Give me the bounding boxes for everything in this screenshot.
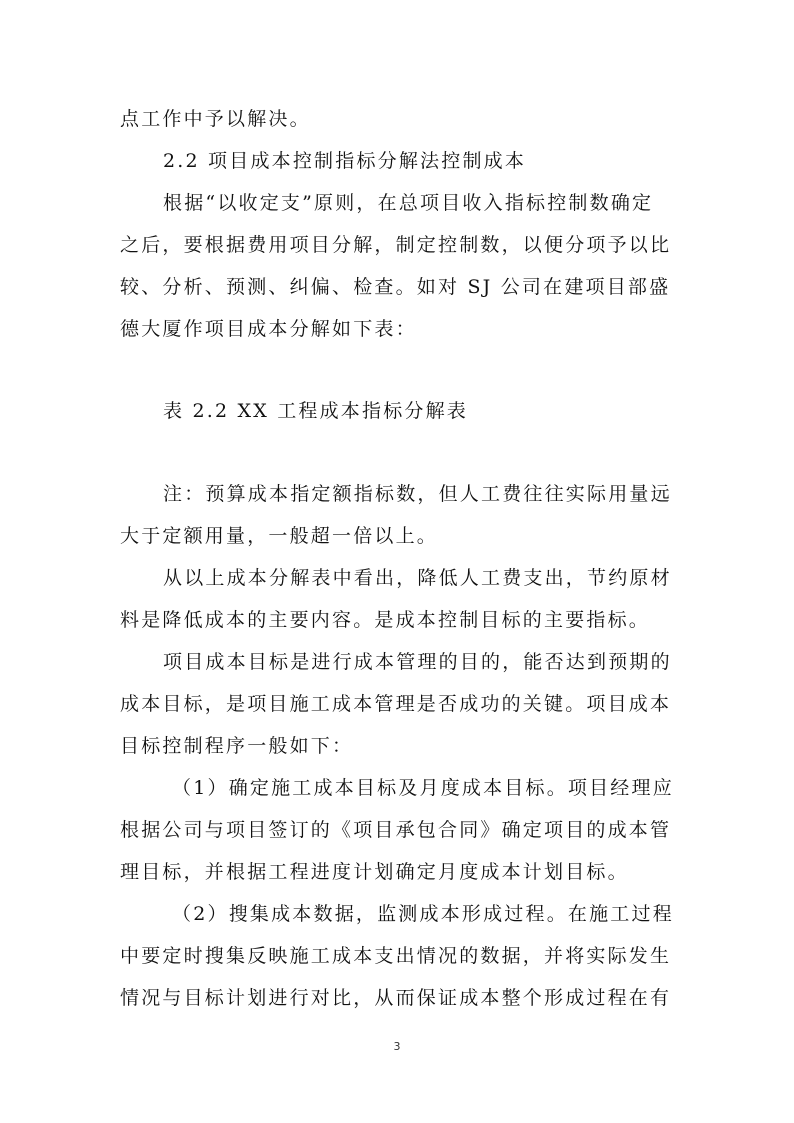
- paragraph-line: 目标控制程序一般如下：: [120, 735, 354, 757]
- paragraph-line: 根据公司与项目签订的《项目承包合同》确定项目的成本管: [120, 819, 672, 841]
- list-item-line: （2）搜集成本数据，监测成本形成过程。在施工过程: [172, 903, 674, 925]
- paragraph-line: 中要定时搜集反映施工成本支出情况的数据，并将实际发生: [120, 945, 672, 967]
- section-heading: 2.2 项目成本控制指标分解法控制成本: [163, 150, 527, 172]
- paragraph-line: 料是降低成本的主要内容。是成本控制目标的主要指标。: [120, 609, 651, 631]
- paragraph-line: 之后，要根据费用项目分解，制定控制数，以便分项予以比: [120, 234, 672, 256]
- paragraph-line: 成本目标，是项目施工成本管理是否成功的关键。项目成本: [120, 693, 672, 715]
- table-caption: 表 2.2 XX 工程成本指标分解表: [163, 400, 468, 422]
- paragraph-line: 从以上成本分解表中看出，降低人工费支出，节约原材: [163, 567, 672, 589]
- paragraph-line: 情况与目标计划进行对比，从而保证成本整个形成过程在有: [120, 987, 672, 1009]
- paragraph-line: 较、分析、预测、纠偏、检查。如对 SJ 公司在建项目部盛: [120, 276, 671, 298]
- page-number: 3: [393, 1040, 401, 1053]
- note-line: 大于定额用量，一般超一倍以上。: [120, 525, 439, 547]
- paragraph-line: 理目标，并根据工程进度计划确定月度成本计划目标。: [120, 861, 629, 883]
- paragraph-line: 项目成本目标是进行成本管理的目的，能否达到预期的: [163, 651, 672, 673]
- paragraph-line: 点工作中予以解决。: [120, 108, 311, 130]
- list-item-line: （1）确定施工成本目标及月度成本目标。项目经理应: [172, 777, 674, 799]
- paragraph-line: 德大厦作项目成本分解如下表：: [120, 318, 417, 340]
- note-line: 注：预算成本指定额指标数，但人工费往往实际用量远: [163, 483, 672, 505]
- paragraph-line: 根据“以收定支”原则，在总项目收入指标控制数确定: [163, 192, 654, 214]
